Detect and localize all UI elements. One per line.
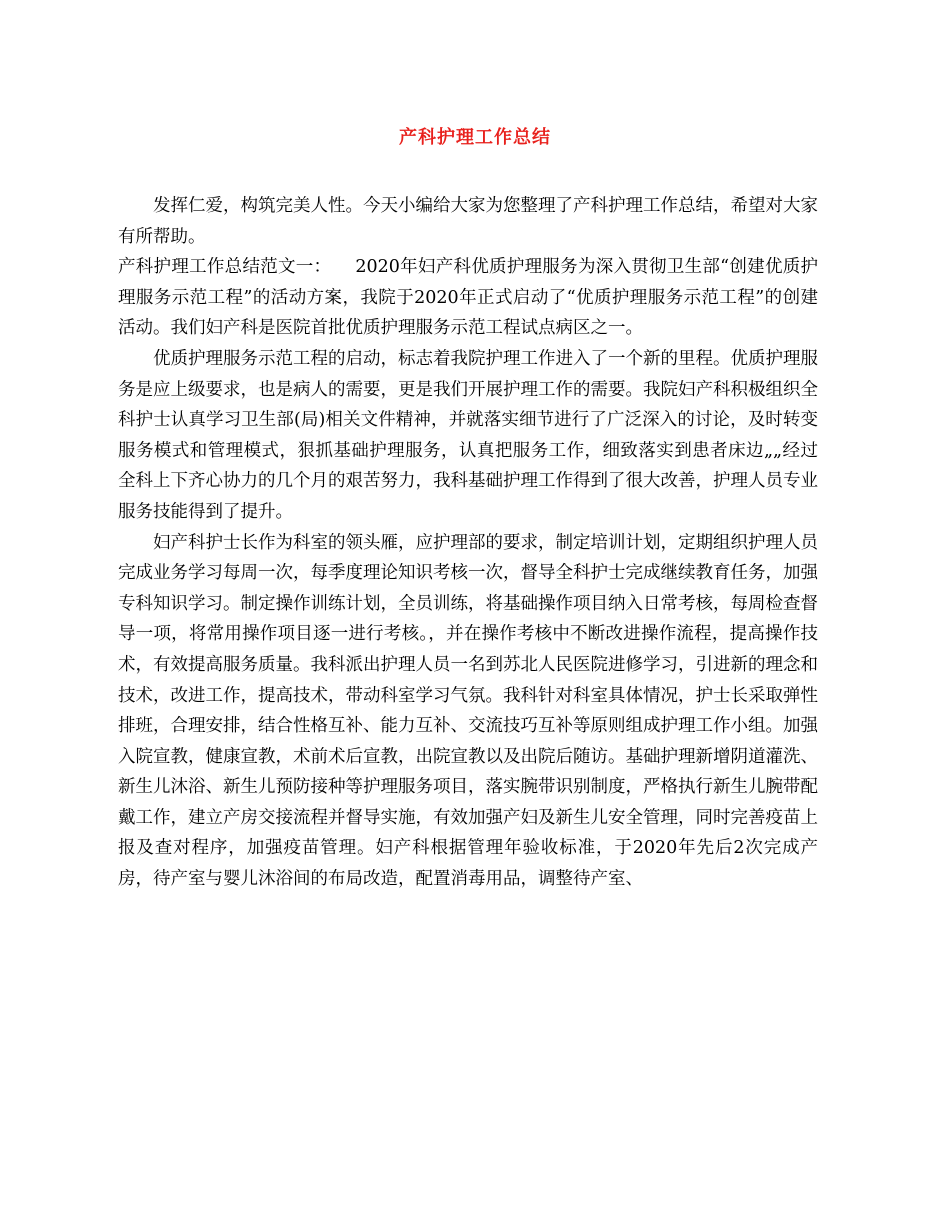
document-title: 产科护理工作总结: [399, 127, 551, 148]
body-paragraph: 优质护理服务示范工程的启动，标志着我院护理工作进入了一个新的里程。优质护理服务是应上级要求，也是病人的需要，更是我们开展护理工作的需要。我院妇产科积极组织全科护士认真学习卫生部(局)相关文件精神，并就落实细节进行了广泛深入的讨论，及时转变服务模式和管理模式，狠抓基础护理服务，认真把服务工作，细致落实到患者床边„„经过全科上下齐心协力的几个月的艰苦努力，我科基础护理工作得到了很大改善，护理人员专业服务技能得到了提升。: [118, 348, 818, 522]
intro-paragraph: 发挥仁爱，构筑完美人性。今天小编给大家为您整理了产科护理工作总结，希望对大家有所帮助。: [118, 196, 818, 247]
section-paragraph: [118, 252, 818, 344]
body-paragraph: 妇产科护士长作为科室的领头雁，应护理部的要求，制定培训计划，定期组织护理人员完成业务学习每周一次，每季度理论知识考核一次，督导全科护士完成继续教育任务，加强专科知识学习。制定操作训练计划，全员训练，将基础操作项目纳入日常考核，每周检查督导一项，将常用操作项目逐一进行考核。，并在操作考核中不断改进操作流程，提高操作技术，有效提高服务质量。我科派出护理人员一名到苏北人民医院进修学习，引进新的理念和技术，改进工作，提高技术，带动科室学习气氛。我科针对科室具体情况，护士长采取弹性排班，合理安排，结合性格互补、能力互补、交流技巧互补等原则组成护理工作小组。加强入院宣教，健康宣教，术前术后宣教，出院宣教以及出院后随访。基础护理新增阴道灌洗、新生儿沐浴、新生儿预防接种等护理服务项目，落实腕带识别制度，严格执行新生儿腕带配戴工作，建立产房交接流程并督导实施，有效加强产妇及新生儿安全管理，同时完善疫苗上报及查对程序，加强疫苗管理。妇产科根据管理年验收标准，于2020年先后2次完成产房，待产室与婴儿沐浴间的布局改造，配置消毒用品，调整待产室、: [118, 532, 818, 890]
section-text: 2020年妇产科优质护理服务为深入贯彻卫生部“创建优质护理服务示范工程”的活动方案，我院于2020年正式启动了“优质护理服务示范工程”的创建活动。我们妇产科是医院首批优质护理服务示范工程试点病区之一。: [118, 257, 819, 339]
document-body: [118, 191, 818, 895]
section-label: 产科护理工作总结范文一：: [118, 257, 332, 278]
